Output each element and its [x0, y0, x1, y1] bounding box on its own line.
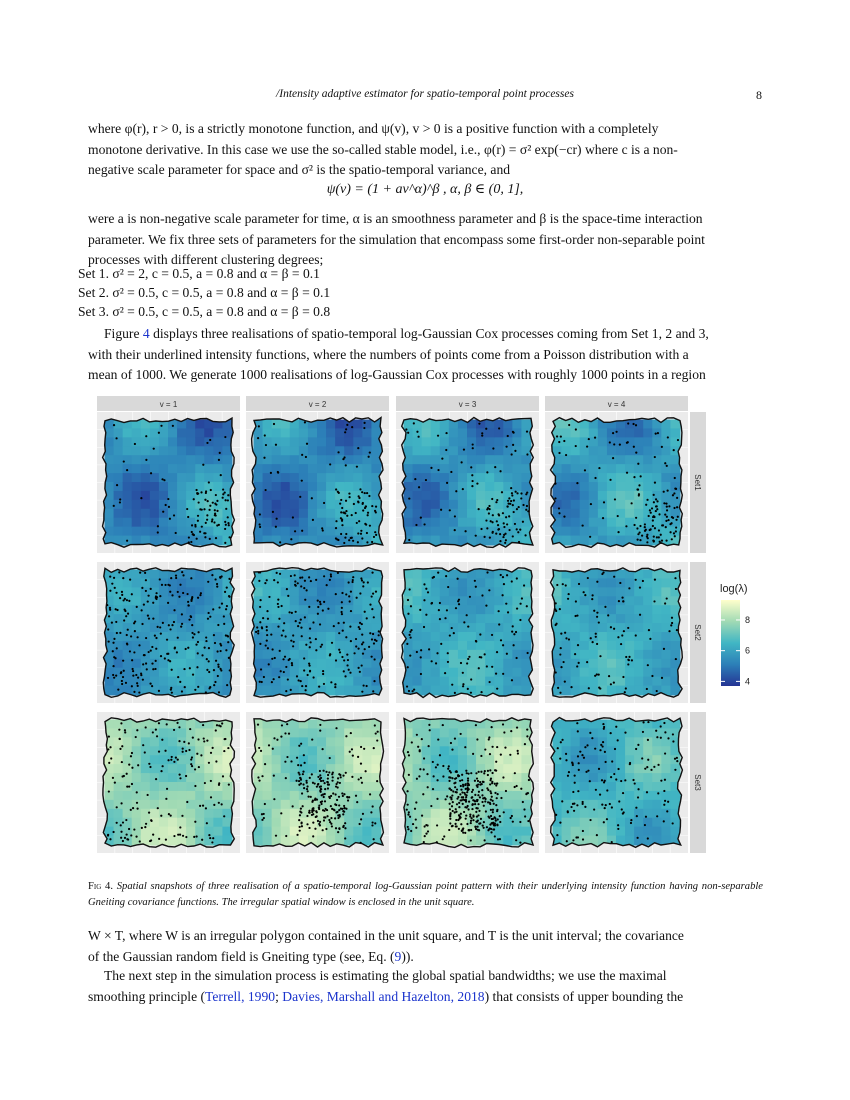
caption-label: Fig 4. [88, 881, 113, 892]
para1-line3: negative scale parameter for space and σ² is the spatio-temporal variance, and [88, 162, 511, 178]
legend-colorbar [721, 600, 740, 686]
equation-ref-link[interactable]: 9 [394, 948, 402, 964]
para2-line3: processes with different clustering degrees; [88, 252, 324, 268]
row-strip-set2 [690, 562, 706, 703]
panel-set2-v2 [246, 562, 389, 703]
col-strip-4 [545, 396, 688, 411]
figure-ref-link[interactable]: 4 [142, 326, 150, 341]
legend-title: log(λ) [720, 583, 748, 595]
para3-line1: Figure 4 displays three realisations of spatio-temporal log-Gaussian Cox processes coming from Set 1, 2 and 3, [104, 326, 709, 341]
citation-terrell-link[interactable]: Terrell, 1990 [205, 988, 276, 1004]
panel-set1-v2 [246, 412, 389, 553]
col-label: v = 1 [159, 400, 178, 409]
legend-tick-label: 4 [745, 676, 751, 687]
para1-line2: monotone derivative. In this case we use the so-called stable model, i.e., φ(r) = σ² exp(−cr) where c is a non- [88, 141, 678, 157]
panel-set3-v1 [97, 712, 240, 853]
col-strip-1 [97, 396, 240, 411]
para5-line2: smoothing principle (Terrell, 1990; Davies, Marshall and Hazelton, 2018) that consists of upper bounding the [88, 988, 684, 1004]
col-label: v = 2 [308, 400, 327, 409]
col-label: v = 3 [458, 400, 477, 409]
panel-set1-v4 [545, 412, 688, 553]
col-strip-2 [246, 396, 389, 411]
panel-set2-v3 [396, 562, 539, 703]
caption-text: Spatial snapshots of three realisation of a spatio-temporal log-Gaussian point pattern with their underlying intensity function having non-separable Gneiting covariance functions. The irregular spatial window is enclosed in the unit square. [88, 881, 764, 908]
set-3-line: Set 3. σ² = 0.5, c = 0.5, a = 0.8 and α = β = 0.8 [78, 304, 331, 319]
para4-line2: of the Gaussian random field is Gneiting type (see, Eq. (9)). [88, 948, 414, 964]
para2-line1: were a is non-negative scale parameter for time, α is an smoothness parameter and β is the space-time interaction [88, 211, 703, 226]
para3-line2: with their underlined intensity functions, where the numbers of points come from a Poisson distribution with a [88, 346, 689, 362]
paragraph-4 [88, 926, 763, 967]
set-2-line: Set 2. σ² = 0.5, c = 0.5, a = 0.8 and α = β = 0.1 [78, 285, 331, 300]
figure-caption [88, 879, 763, 911]
para5-line1: The next step in the simulation process is estimating the global spatial bandwidths; we use the maximal [104, 968, 667, 983]
panel-set3-v2 [246, 712, 389, 853]
row-strip-set3 [690, 712, 706, 853]
para1-line1: where φ(r), r > 0, is a strictly monotone function, and ψ(v), v > 0 is a positive function with a completely [88, 121, 659, 136]
panel-set3-v3 [396, 712, 539, 853]
col-strip-3 [396, 396, 539, 411]
panel-set1-v1 [97, 412, 240, 553]
panel-set2-v1 [97, 562, 240, 703]
panel-set1-v3 [396, 412, 539, 553]
para3-line3: mean of 1000. We generate 1000 realisations of log-Gaussian Cox processes with roughly 1000 points in a region [88, 367, 706, 383]
legend-tick-label: 6 [745, 645, 751, 656]
legend [720, 583, 750, 686]
row-label: Set1 [693, 474, 702, 491]
panel-set3-v4 [545, 712, 688, 853]
page-number: 8 [756, 88, 762, 102]
set-1-line: Set 1. σ² = 2, c = 0.5, a = 0.8 and α = β = 0.1 [78, 266, 320, 281]
col-label: v = 4 [607, 400, 626, 409]
citation-davies-link[interactable]: Davies, Marshall and Hazelton, 2018 [282, 988, 485, 1004]
panel-set2-v4 [545, 562, 688, 703]
equation-psi: ψ(v) = (1 + av^α)^β , α, β ∈ (0, 1], [326, 182, 524, 197]
row-strip-set1 [690, 412, 706, 553]
row-label: Set2 [693, 624, 702, 641]
para2-line2: parameter. We fix three sets of parameters for the simulation that encompass some first-order non-separable point [88, 231, 705, 247]
para4-line1: W × T, where W is an irregular polygon contained in the unit square, and T is the unit interval; the covariance [88, 928, 684, 943]
row-label: Set3 [693, 774, 702, 791]
figure-panels [97, 412, 688, 853]
legend-tick-label: 8 [745, 614, 751, 625]
paragraph-5 [88, 966, 763, 1007]
running-header: /Intensity adaptive estimator for spatio-temporal point processes [276, 88, 574, 100]
